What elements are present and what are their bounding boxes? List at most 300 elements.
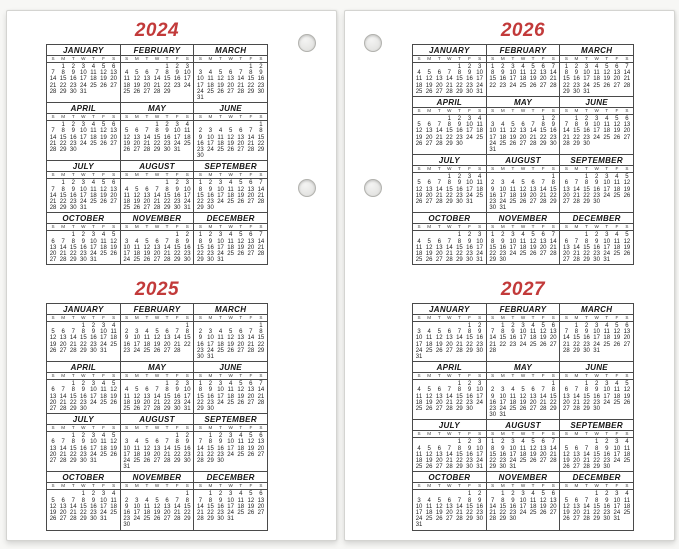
day-number: 30 [207, 205, 214, 212]
day-number: 11 [519, 70, 527, 77]
weekday-header-row [194, 425, 267, 432]
day-number: 11 [123, 192, 130, 199]
day-number: 9 [477, 497, 482, 504]
day-number: 22 [183, 341, 191, 348]
weekday-label: T [71, 483, 75, 489]
month-cell [413, 362, 487, 420]
weekday-label: T [71, 114, 75, 120]
day-number: 25 [133, 458, 141, 465]
day-number: 3 [81, 180, 85, 187]
day-number: 19 [435, 341, 443, 348]
day-number: 22 [163, 399, 171, 406]
month-name: SEPTEMBER [560, 155, 633, 166]
day-number: 11 [217, 335, 224, 342]
day-grid [121, 380, 194, 413]
day-number: 26 [227, 147, 234, 154]
day-number: 1 [584, 174, 589, 181]
day-number: 8 [71, 387, 75, 394]
weekday-label: M [134, 373, 139, 379]
weekday-label: W [594, 166, 599, 172]
day-number: 18 [613, 393, 621, 400]
day-number: 10 [217, 186, 224, 193]
day-number: 9 [125, 503, 129, 510]
day-number: 21 [489, 510, 497, 517]
day-number: 28 [257, 251, 265, 258]
year-grid [412, 303, 634, 531]
day-number: 20 [539, 244, 547, 251]
day-number: 30 [69, 88, 77, 95]
weekday-label: F [615, 483, 619, 489]
day-number: 9 [198, 134, 203, 141]
day-number: 17 [133, 341, 141, 348]
punch-hole [298, 34, 316, 52]
day-number: 5 [51, 329, 55, 336]
weekday-header-row [560, 224, 633, 231]
day-number: 2 [467, 381, 472, 388]
day-number: 26 [435, 516, 443, 523]
day-number: 4 [477, 174, 482, 181]
weekday-label: S [564, 56, 568, 61]
weekday-header-row [560, 483, 633, 490]
day-number: 10 [197, 76, 204, 83]
day-number: 3 [501, 180, 505, 187]
day-number: 28 [49, 147, 57, 154]
day-number: 1 [208, 433, 213, 440]
day-number: 5 [531, 232, 535, 239]
day-number: 14 [549, 238, 557, 245]
day-number: 1 [61, 180, 65, 187]
day-number: 20 [237, 140, 245, 147]
day-number: 12 [613, 329, 621, 336]
day-number: 20 [110, 192, 117, 199]
day-number: 27 [435, 257, 443, 264]
day-number: 2 [81, 381, 85, 388]
day-number: 27 [539, 251, 547, 258]
day-number: 8 [584, 387, 589, 394]
day-number: 29 [549, 406, 557, 413]
day-number: 22 [466, 510, 473, 517]
weekday-label: S [478, 373, 482, 379]
day-number: 27 [237, 347, 245, 354]
day-number: 17 [476, 76, 483, 83]
month-cell [560, 420, 634, 472]
day-number: 31 [603, 257, 611, 264]
weekday-label: T [437, 56, 441, 61]
day-number: 15 [489, 451, 497, 458]
weekday-label: T [92, 172, 95, 178]
day-number: 6 [574, 445, 579, 452]
day-number: 14 [163, 244, 171, 251]
day-number: 28 [59, 257, 67, 264]
weekday-label: T [531, 108, 535, 114]
day-number: 8 [175, 439, 179, 446]
day-number: 20 [519, 134, 527, 141]
weekday-header-row [413, 108, 486, 115]
day-number: 12 [539, 497, 547, 504]
weekday-label: T [92, 56, 95, 61]
weekday-label: W [228, 373, 233, 379]
day-number: 28 [153, 406, 161, 413]
day-number: 1 [574, 116, 579, 123]
day-number: 5 [239, 180, 243, 187]
day-number: 10 [90, 387, 97, 394]
weekday-header-row [487, 56, 560, 63]
month-name: FEBRUARY [121, 45, 194, 56]
day-number: 17 [183, 393, 191, 400]
day-number: 11 [499, 128, 506, 135]
day-number: 2 [81, 232, 85, 239]
year-grid [46, 44, 268, 265]
day-number: 8 [457, 70, 462, 77]
day-number: 14 [549, 445, 557, 452]
month-cell [194, 45, 268, 103]
day-number: 5 [541, 323, 545, 329]
day-number: 26 [133, 406, 141, 413]
day-number: 29 [445, 199, 453, 206]
day-number: 10 [499, 186, 507, 193]
day-number: 15 [499, 503, 507, 510]
day-number: 7 [259, 180, 263, 187]
day-number: 30 [69, 205, 77, 212]
day-number: 21 [489, 341, 497, 348]
day-number: 12 [133, 393, 141, 400]
weekday-label: F [249, 224, 253, 230]
day-number: 28 [539, 199, 547, 206]
day-number: 27 [563, 199, 570, 206]
day-number: 6 [447, 497, 451, 504]
weekday-label: S [112, 224, 116, 230]
day-grid [413, 322, 486, 361]
day-number: 15 [583, 393, 590, 400]
month-name: OCTOBER [413, 472, 486, 483]
day-number: 8 [491, 445, 495, 452]
day-number: 1 [541, 116, 545, 123]
day-number: 27 [49, 458, 57, 465]
day-number: 17 [509, 451, 517, 458]
day-grid [560, 322, 633, 355]
weekday-label: M [208, 56, 213, 61]
day-number: 23 [79, 451, 87, 458]
day-number: 14 [69, 335, 77, 342]
day-number: 26 [237, 399, 245, 406]
day-number: 14 [583, 451, 590, 458]
day-number: 16 [183, 445, 191, 452]
day-number: 13 [110, 70, 117, 77]
weekday-label: F [541, 56, 545, 61]
day-number: 18 [613, 186, 621, 193]
weekday-label: M [427, 315, 432, 320]
weekday-label: T [239, 373, 243, 379]
weekday-label: T [92, 483, 95, 489]
day-number: 26 [133, 88, 141, 95]
day-number: 29 [583, 406, 590, 413]
day-number: 24 [593, 341, 600, 348]
day-number: 17 [79, 192, 87, 199]
weekday-label: S [51, 56, 55, 61]
day-number: 11 [613, 180, 620, 187]
day-number: 22 [489, 458, 497, 465]
day-number: 25 [613, 251, 621, 258]
day-number: 25 [425, 516, 433, 523]
month-name: JUNE [194, 103, 267, 114]
day-number: 18 [183, 134, 191, 141]
day-number: 26 [100, 82, 107, 89]
day-number: 26 [237, 251, 245, 258]
day-number: 12 [49, 503, 57, 510]
day-number: 19 [623, 186, 631, 193]
day-number: 30 [583, 347, 590, 354]
weekday-label: W [154, 315, 160, 320]
day-number: 12 [110, 387, 117, 394]
day-number: 1 [259, 122, 263, 129]
day-number: 22 [563, 82, 570, 89]
day-number: 3 [594, 116, 599, 123]
day-number: 14 [49, 76, 57, 83]
day-number: 19 [603, 76, 611, 83]
punch-hole [364, 34, 382, 52]
day-number: 26 [415, 140, 423, 147]
day-number: 20 [435, 251, 443, 258]
day-number: 19 [539, 503, 547, 510]
month-name: AUGUST [121, 414, 194, 425]
weekday-label: W [520, 483, 526, 489]
day-number: 29 [456, 257, 463, 264]
day-number: 26 [519, 199, 527, 206]
day-number: 25 [476, 192, 483, 199]
day-number: 5 [155, 497, 159, 504]
day-grid [47, 380, 120, 413]
day-number: 22 [79, 510, 87, 517]
weekday-label: F [249, 56, 253, 61]
day-number: 7 [437, 180, 441, 187]
day-number: 2 [584, 116, 589, 123]
day-number: 20 [529, 399, 537, 406]
day-number: 14 [563, 128, 570, 135]
day-number: 18 [100, 244, 107, 251]
day-number: 30 [173, 406, 181, 413]
day-number: 8 [208, 497, 213, 504]
day-number: 19 [143, 451, 151, 458]
weekday-label: S [51, 483, 55, 489]
day-number: 5 [249, 433, 253, 440]
day-number: 20 [153, 251, 161, 258]
month-name: DECEMBER [194, 472, 267, 483]
day-number: 3 [198, 70, 203, 77]
day-number: 18 [519, 76, 527, 83]
day-number: 29 [79, 347, 87, 354]
day-number: 30 [499, 464, 507, 471]
day-number: 17 [100, 503, 107, 510]
day-number: 7 [584, 445, 589, 452]
weekday-label: T [165, 425, 169, 431]
month-name: MARCH [194, 45, 267, 56]
day-number: 24 [197, 88, 204, 95]
day-number: 16 [183, 244, 191, 251]
day-number: 15 [593, 503, 600, 510]
day-number: 31 [173, 147, 181, 154]
day-number: 10 [593, 329, 600, 336]
day-number: 3 [135, 497, 139, 504]
day-number: 24 [603, 251, 611, 258]
weekday-label: T [437, 166, 441, 172]
day-number: 16 [603, 451, 611, 458]
day-number: 14 [197, 503, 204, 510]
day-grid [121, 322, 194, 355]
day-number: 8 [208, 439, 213, 446]
day-number: 8 [185, 497, 189, 504]
weekday-header-row [487, 224, 560, 231]
day-number: 27 [425, 140, 433, 147]
day-number: 18 [227, 393, 234, 400]
day-number: 4 [417, 238, 421, 245]
day-number: 22 [539, 134, 547, 141]
day-number: 29 [247, 88, 255, 95]
weekday-header-row [487, 483, 560, 490]
day-number: 23 [217, 510, 224, 517]
month-cell [120, 213, 194, 265]
day-number: 11 [603, 329, 610, 336]
day-number: 19 [563, 458, 570, 465]
day-number: 1 [457, 64, 462, 70]
weekday-label: S [478, 224, 482, 230]
weekday-label: S [417, 373, 421, 379]
day-number: 29 [563, 88, 570, 95]
day-number: 16 [466, 393, 473, 400]
day-number: 12 [529, 238, 537, 245]
day-number: 27 [623, 134, 631, 141]
weekday-label: T [511, 56, 515, 61]
day-number: 15 [489, 244, 497, 251]
day-number: 1 [457, 381, 462, 388]
weekday-header-row [560, 56, 633, 63]
weekday-label: F [102, 425, 105, 431]
day-number: 4 [91, 122, 96, 129]
day-number: 14 [529, 128, 537, 135]
day-number: 23 [593, 399, 600, 406]
day-number: 15 [69, 393, 77, 400]
weekday-label: T [458, 166, 461, 172]
day-number: 6 [239, 128, 243, 135]
weekday-label: T [531, 483, 535, 489]
weekday-label: T [511, 224, 515, 230]
day-number: 6 [437, 70, 441, 77]
day-number: 16 [69, 192, 77, 199]
weekday-label: W [447, 373, 452, 379]
day-number: 21 [563, 134, 570, 141]
day-number: 2 [71, 64, 75, 70]
weekday-label: T [585, 224, 588, 230]
day-number: 5 [564, 445, 569, 452]
day-number: 28 [563, 347, 570, 354]
day-number: 18 [237, 445, 245, 452]
day-number: 23 [583, 341, 590, 348]
day-number: 28 [563, 140, 570, 147]
day-number: 9 [125, 335, 129, 342]
day-number: 4 [511, 387, 515, 394]
day-number: 14 [69, 503, 77, 510]
day-number: 2 [185, 433, 189, 440]
day-number: 4 [145, 329, 149, 336]
day-number: 6 [111, 64, 116, 70]
day-number: 12 [563, 503, 570, 510]
day-number: 29 [573, 347, 580, 354]
day-number: 20 [247, 393, 255, 400]
day-number: 18 [133, 251, 141, 258]
day-number: 12 [623, 238, 631, 245]
weekday-label: T [71, 315, 75, 320]
day-number: 28 [69, 347, 77, 354]
day-number: 8 [457, 387, 462, 394]
day-number: 19 [49, 510, 57, 517]
day-number: 7 [551, 64, 555, 70]
month-cell [47, 304, 121, 362]
weekday-label: M [500, 483, 505, 489]
weekday-label: W [520, 373, 526, 379]
day-number: 17 [227, 445, 234, 452]
day-number: 1 [185, 323, 189, 329]
day-number: 12 [143, 445, 151, 452]
weekday-label: S [417, 108, 421, 114]
weekday-label: T [145, 172, 149, 178]
day-number: 31 [476, 88, 483, 95]
day-number: 9 [81, 238, 85, 245]
weekday-label: F [249, 483, 253, 489]
day-number: 21 [257, 393, 265, 400]
day-number: 6 [155, 238, 159, 245]
weekday-label: S [491, 56, 495, 61]
month-cell [120, 414, 194, 472]
day-number: 2 [175, 180, 179, 187]
day-number: 7 [564, 122, 569, 129]
day-grid [487, 438, 560, 471]
day-number: 19 [133, 82, 141, 89]
day-number: 12 [435, 503, 443, 510]
day-number: 18 [415, 82, 423, 89]
weekday-label: T [437, 483, 441, 489]
day-number: 3 [417, 329, 421, 336]
day-number: 10 [603, 180, 611, 187]
day-number: 23 [90, 341, 97, 348]
weekday-label: M [134, 425, 139, 431]
day-number: 25 [143, 347, 151, 354]
day-number: 26 [100, 140, 107, 147]
day-number: 15 [163, 76, 171, 83]
month-cell [560, 472, 634, 530]
day-number: 10 [509, 238, 517, 245]
day-number: 22 [257, 341, 265, 348]
day-number: 18 [603, 335, 611, 342]
day-number: 24 [90, 399, 97, 406]
weekday-label: S [112, 425, 116, 431]
day-number: 30 [476, 347, 483, 354]
weekday-label: T [71, 56, 75, 61]
day-number: 26 [153, 347, 161, 354]
weekday-label: T [92, 373, 95, 379]
day-number: 28 [49, 205, 57, 212]
day-number: 23 [489, 406, 497, 413]
day-number: 24 [519, 341, 527, 348]
day-number: 23 [466, 82, 473, 89]
day-number: 10 [415, 335, 423, 342]
day-number: 19 [153, 341, 161, 348]
weekday-label: S [564, 431, 568, 437]
day-number: 1 [71, 433, 75, 440]
day-number: 27 [59, 516, 67, 523]
weekday-header-row [560, 315, 633, 322]
day-number: 17 [79, 76, 87, 83]
day-number: 9 [259, 70, 263, 77]
day-number: 29 [163, 406, 171, 413]
